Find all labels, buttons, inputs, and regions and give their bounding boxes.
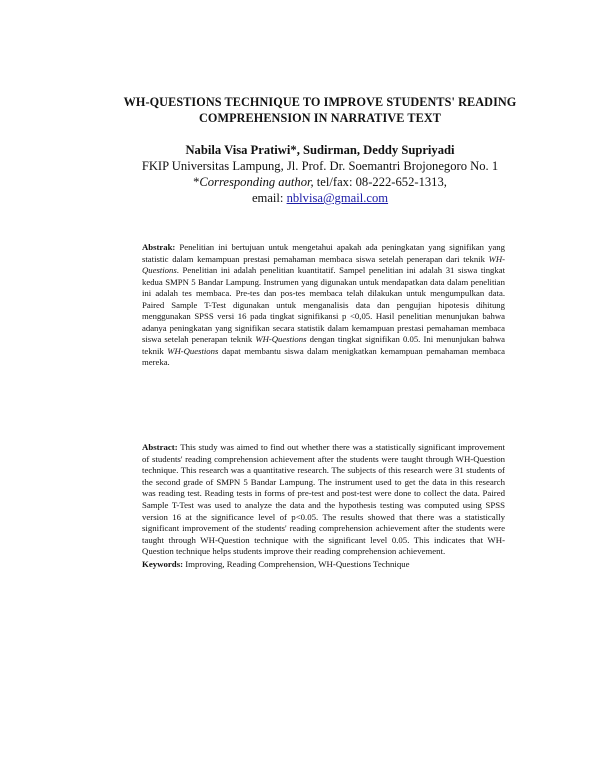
abstrak-italic-1: WH-Questions xyxy=(142,253,505,275)
keywords-text: Improving, Reading Comprehension, WH-Questions Technique xyxy=(183,559,410,569)
paper-title xyxy=(100,94,540,126)
email-link[interactable]: nblvisa@gmail.com xyxy=(286,191,389,205)
author-block xyxy=(100,142,540,206)
keywords xyxy=(142,558,505,570)
title-line-2: COMPREHENSION IN NARRATIVE TEXT xyxy=(198,111,442,125)
author-names: Nabila Visa Pratiwi*, Sudirman, Deddy Supriyadi xyxy=(185,143,455,157)
abstrak-text-4: dapat membantu siswa dalam menigkatkan kemampuan pemahaman membaca mereka. xyxy=(142,345,505,367)
abstract-paragraph xyxy=(142,442,505,558)
abstract-label: Abstract: xyxy=(142,442,178,452)
abstrak-label: Abstrak: xyxy=(142,242,176,252)
email-label: email: xyxy=(251,191,287,205)
abstrak-italic-3: WH-Questions xyxy=(167,345,219,356)
corresponding-asterisk: * xyxy=(193,175,200,189)
corresponding-author xyxy=(100,174,540,190)
title-line-1: WH-QUESTIONS TECHNIQUE TO IMPROVE STUDENTS' READING xyxy=(123,95,517,109)
phone: tel/fax: 08-222-652-1313, xyxy=(313,175,447,189)
abstract-text: This study was aimed to find out whether there was a statistically significant improvement of students' reading comprehension achievement after the students were taught through WH-Question technique. This research was a quantitative research. The subjects of this research were 31 students of the second grade of SMPN 5 Bandar Lampung. The instrument used to get the data in this research was reading test. Reading tests in forms of pre-test and post-test were done to collect the data. Paired Sample T-Test was used to analyze the data and the hypothesis testing was computed using SPSS version 16 at the significance level of p<0.05. The results showed that there was a statistically significant improvement of the students' reading comprehension achievement after the students were taught through WH-Question technique with the significant level 0.05. This indicates that WH-Question technique helps students improve their reading comprehension achievement. xyxy=(142,442,505,557)
abstrak-text-1: Penelitian ini bertujuan untuk mengetahui apakah ada peningkatan yang signifikan yang statistic dalam kemampuan prestasi pemahaman membaca siswa setelah penerapan dari teknik xyxy=(142,242,505,264)
corresponding-label: Corresponding author, xyxy=(199,175,314,189)
email-line xyxy=(100,190,540,206)
abstrak-text-3: dengan tingkat signifikan 0.05. Ini menunjukan bahwa teknik xyxy=(142,334,505,356)
abstrak-paragraph xyxy=(142,242,505,369)
abstrak-italic-2: WH-Questions xyxy=(255,334,307,344)
keywords-label: Keywords: xyxy=(142,559,184,569)
affiliation: FKIP Universitas Lampung, Jl. Prof. Dr. Soemantri Brojonegoro No. 1 xyxy=(141,159,499,173)
abstrak-text-2: . Penelitian ini adalah penelitian kuantitatif. Sampel penelitian ini adalah 31 siswa tingkat kedua SMPN 5 Bandar Lampung. Instrumen yang digunakan untuk mendapatkan data dalam penelitian ini adalah tes membaca. Pre-tes dan pos-tes membaca telah dilakukan untuk mengumpulkan data. Paired Sample T-Test digunakan untuk menganalisis data dan pengujian hipotesis dihitung menggunakan SPSS versi 16 pada tingkat signifikansi p <0,05. Hasil penelitian menunjukan bahwa adanya peningkatan yang signifikan secara statistik dalam kemampuan prestasi pemahaman membaca siswa setelah penerapan teknik xyxy=(142,265,505,344)
